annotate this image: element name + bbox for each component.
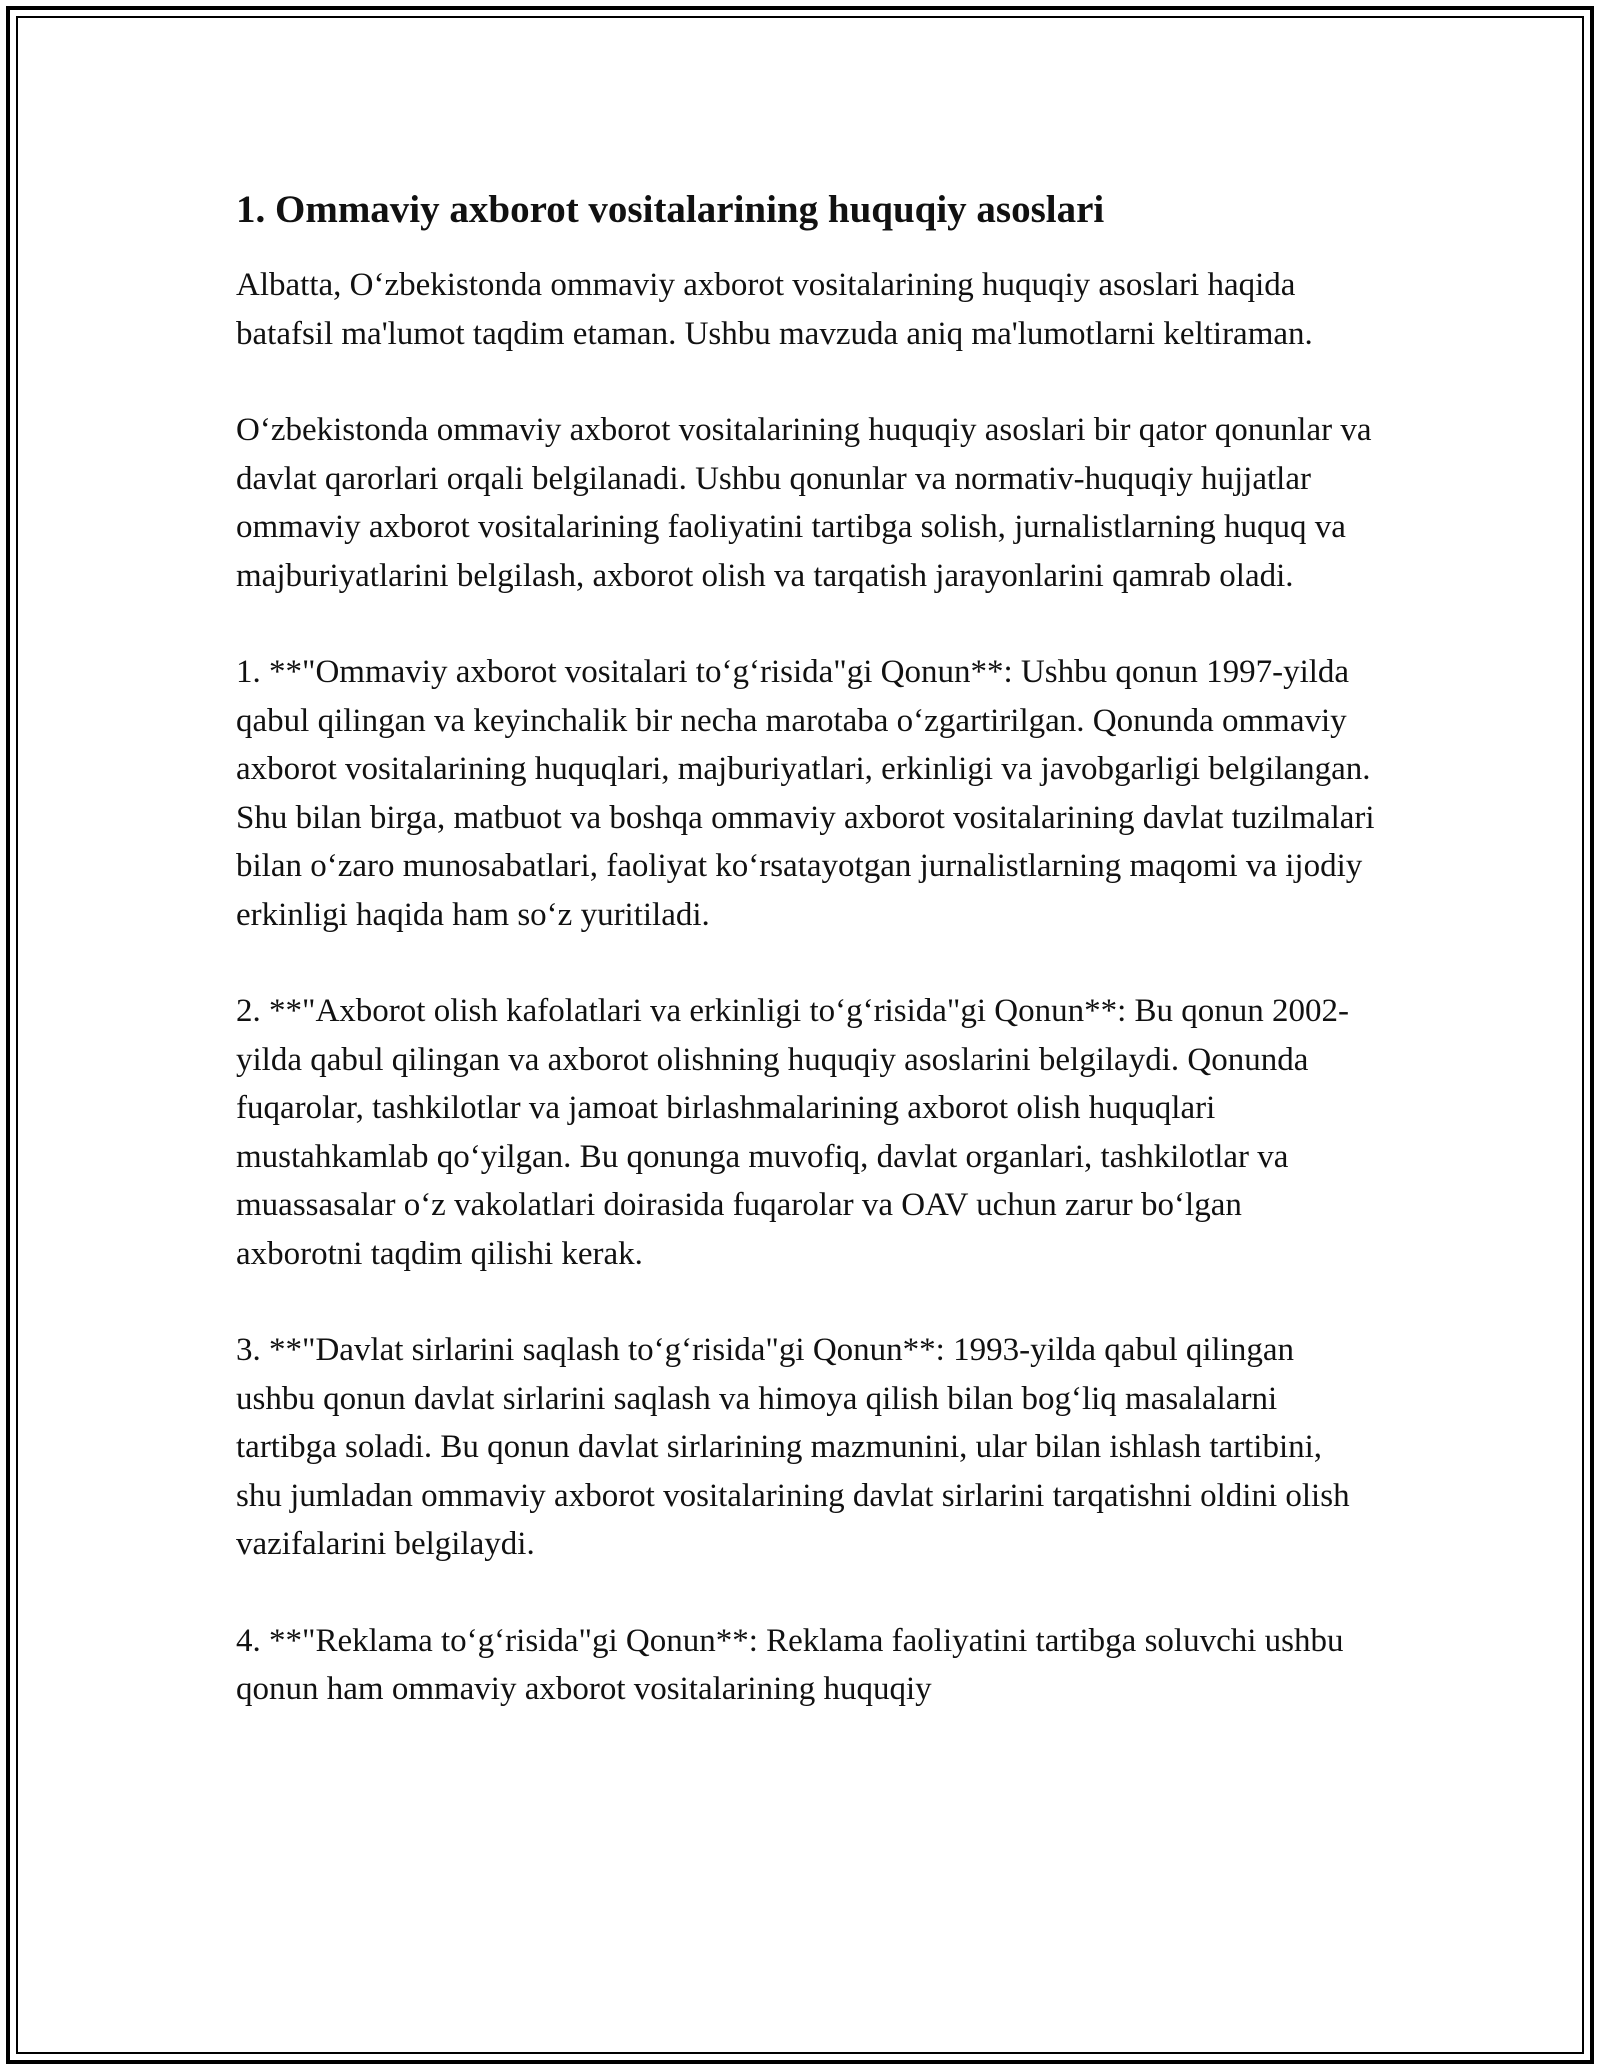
paragraph-law-state-secrets: 3. **"Davlat sirlarini saqlash to‘g‘risida"gi Qonun**: 1993-yilda qabul qilingan ushbu qonun davlat sirlarini saqlash va himoya qilish bilan bog‘liq masalalarni tartibga soladi. Bu qonun davlat sirlarining mazmunini, ular bilan ishlash tartibini, shu jumladan ommaviy axborot vositalarining davlat sirlarini tarqatishni oldini olish vazifalarini belgilaydi.: [236, 1332, 1350, 1562]
document-page: [236, 185, 1376, 1714]
paragraph-overview: O‘zbekistonda ommaviy axborot vositalarining huquqiy asoslari bir qator qonunlar va davlat qarorlari orqali belgilanadi. Ushbu qonunlar va normativ-huquqiy hujjatlar ommaviy axborot vositalarining faoliyatini tartibga solish, jurnalistlarning huquq va majburiyatlarini belgilash, axborot olish va tarqatish jarayonlarini qamrab oladi.: [236, 412, 1372, 594]
paragraph-intro: Albatta, O‘zbekistonda ommaviy axborot vositalarining huquqiy asoslari haqida batafsil ma'lumot taqdim etaman. Ushbu mavzuda aniq ma'lumotlarni keltiraman.: [236, 267, 1313, 352]
paragraph-law-advertising: 4. **"Reklama to‘g‘risida"gi Qonun**: Reklama faoliyatini tartibga soluvchi ushbu qonun ham ommaviy axborot vositalarining huquqiy: [236, 1622, 1344, 1707]
paragraph-law-information-access: 2. **"Axborot olish kafolatlari va erkinligi to‘g‘risida"gi Qonun**: Bu qonun 2002-yilda qabul qilingan va axborot olishning huquqiy asoslarini belgilaydi. Qonunda fuqarolar, tashkilotlar va jamoat birlashmalarining axborot olish huquqlari mustahkamlab qo‘yilgan. Bu qonunga muvofiq, davlat organlari, tashkilotlar va muassasalar o‘z vakolatlari doirasida fuqarolar va OAV uchun zarur bo‘lgan axborotni taqdim qilishi kerak.: [236, 993, 1350, 1272]
paragraph-law-mass-media: 1. **"Ommaviy axborot vositalari to‘g‘risida"gi Qonun**: Ushbu qonun 1997-yilda qabul qilingan va keyinchalik bir necha marotaba o‘zgartirilgan. Qonunda ommaviy axborot vositalarining huquqlari, majburiyatlari, erkinligi va javobgarligi belgilangan. Shu bilan birga, matbuot va boshqa ommaviy axborot vositalarining davlat tuzilmalari bilan o‘zaro munosabatlari, faoliyat ko‘rsatayotgan jurnalistlarning maqomi va ijodiy erkinligi haqida ham so‘z yuritiladi.: [236, 654, 1375, 933]
document-title: 1. Ommaviy axborot vositalarining huquqiy asoslari: [236, 188, 1105, 231]
